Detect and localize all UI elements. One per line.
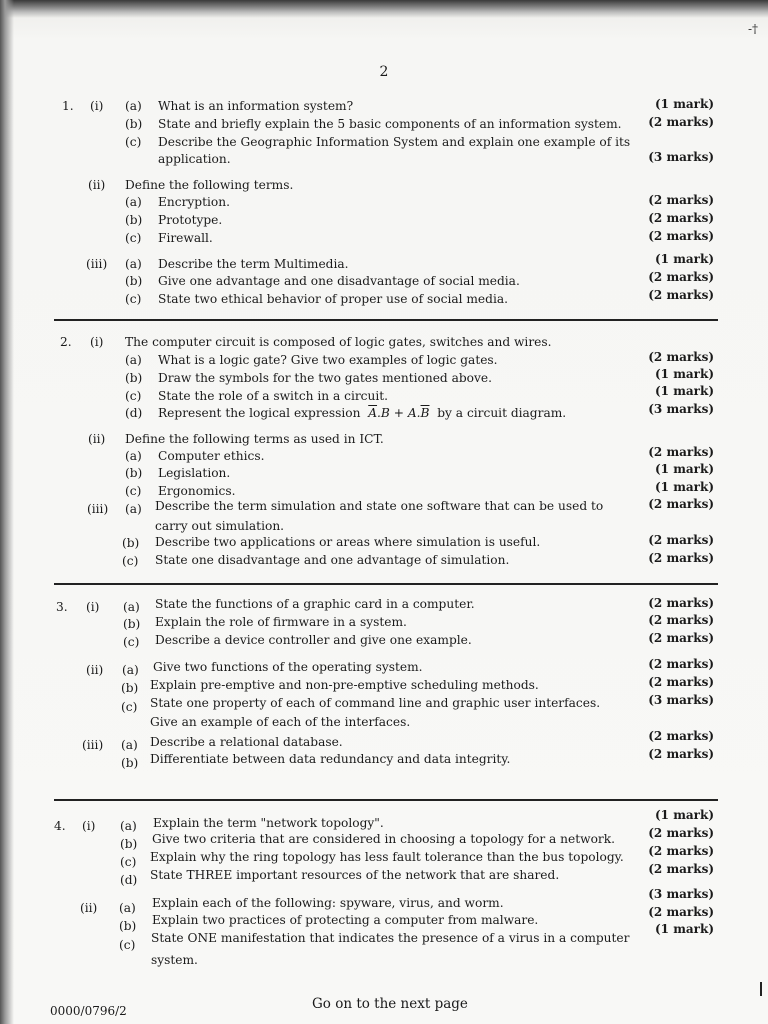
item-marks: (2 marks) bbox=[648, 862, 714, 876]
item-marks: (3 marks) bbox=[648, 402, 714, 416]
item-letter: (b) bbox=[121, 756, 139, 770]
item-marks: (2 marks) bbox=[648, 193, 714, 207]
item-marks: (2 marks) bbox=[648, 675, 714, 689]
item-letter: (b) bbox=[125, 466, 143, 480]
part-number: (i) bbox=[90, 335, 104, 349]
item-marks: (1 mark) bbox=[655, 922, 714, 936]
item-letter: (b) bbox=[125, 117, 143, 131]
item-marks: (1 mark) bbox=[655, 252, 714, 266]
item-text: Describe the term simulation and state one software that can be used to bbox=[155, 499, 604, 513]
item-marks: (2 marks) bbox=[648, 211, 714, 225]
section-divider bbox=[54, 799, 718, 801]
part-number: (iii) bbox=[87, 502, 109, 516]
part-intro: The computer circuit is composed of logic gates, switches and wires. bbox=[125, 335, 552, 349]
item-text: Explain why the ring topology has less fault tolerance than the bus topology. bbox=[150, 850, 624, 864]
item-text: Describe the term Multimedia. bbox=[158, 257, 349, 271]
item-letter: (c) bbox=[121, 700, 138, 714]
item-marks: (1 mark) bbox=[655, 808, 714, 822]
item-marks: (2 marks) bbox=[648, 747, 714, 761]
item-marks: (2 marks) bbox=[648, 445, 714, 459]
item-text-continued: Give an example of each of the interfaces. bbox=[150, 715, 411, 729]
item-letter: (b) bbox=[125, 213, 143, 227]
item-marks: (2 marks) bbox=[648, 844, 714, 858]
item-letter: (d) bbox=[125, 406, 143, 420]
item-text: State one disadvantage and one advantage of simulation. bbox=[155, 553, 510, 567]
item-marks: (2 marks) bbox=[648, 826, 714, 840]
part-intro: Define the following terms. bbox=[125, 178, 294, 192]
part-number: (iii) bbox=[82, 738, 104, 752]
item-letter: (c) bbox=[119, 938, 136, 952]
item-marks: (2 marks) bbox=[648, 729, 714, 743]
item-text: Computer ethics. bbox=[158, 449, 265, 463]
item-letter: (b) bbox=[121, 681, 139, 695]
part-number: (i) bbox=[82, 819, 96, 833]
item-text: State one property of each of command line and graphic user interfaces. bbox=[150, 696, 601, 710]
item-letter: (c) bbox=[125, 389, 142, 403]
item-text: Represent the logical expression bbox=[158, 406, 361, 420]
item-marks: (3 marks) bbox=[648, 887, 714, 901]
item-letter: (a) bbox=[125, 257, 142, 271]
item-marks: (1 mark) bbox=[655, 384, 714, 398]
item-letter: (a) bbox=[125, 353, 142, 367]
item-text-after: by a circuit diagram. bbox=[437, 406, 567, 420]
item-letter: (c) bbox=[125, 292, 142, 306]
item-text: What is an information system? bbox=[158, 99, 354, 113]
item-marks: (2 marks) bbox=[648, 497, 714, 511]
part-number: (i) bbox=[86, 600, 100, 614]
item-marks: (2 marks) bbox=[648, 905, 714, 919]
part-number: (ii) bbox=[80, 901, 98, 915]
item-marks: (2 marks) bbox=[648, 115, 714, 129]
item-text-continued: system. bbox=[151, 953, 198, 967]
item-letter: (a) bbox=[121, 738, 138, 752]
section-divider bbox=[54, 583, 718, 585]
page-number: 2 bbox=[379, 64, 389, 80]
item-marks: (2 marks) bbox=[648, 533, 714, 547]
part-number: (ii) bbox=[86, 663, 104, 677]
item-text: Explain each of the following: spyware, virus, and worm. bbox=[152, 896, 504, 910]
item-letter: (a) bbox=[125, 449, 142, 463]
item-letter: (a) bbox=[125, 195, 142, 209]
item-letter: (b) bbox=[122, 536, 140, 550]
item-letter: (a) bbox=[125, 502, 142, 516]
item-text: State and briefly explain the 5 basic components of an information system. bbox=[158, 117, 622, 131]
item-letter: (c) bbox=[125, 231, 142, 245]
logic-expression: $\overline{A}.B + A.\overline{B}$ bbox=[368, 406, 430, 420]
item-text: Give two criteria that are considered in choosing a topology for a network. bbox=[152, 832, 615, 846]
item-text: Describe a relational database. bbox=[150, 735, 343, 749]
scan-left-edge bbox=[0, 0, 14, 1024]
item-text: Describe the Geographic Information System and explain one example of its bbox=[158, 135, 631, 149]
part-number: (ii) bbox=[88, 432, 106, 446]
item-letter: (a) bbox=[120, 819, 137, 833]
item-marks: (2 marks) bbox=[648, 613, 714, 627]
item-letter: (c) bbox=[120, 855, 137, 869]
item-letter: (b) bbox=[119, 919, 137, 933]
item-text: Explain two practices of protecting a computer from malware. bbox=[152, 913, 539, 927]
item-letter: (a) bbox=[119, 901, 136, 915]
section-divider bbox=[54, 319, 718, 321]
part-number: (i) bbox=[90, 99, 104, 113]
item-marks: (2 marks) bbox=[648, 288, 714, 302]
item-marks: (2 marks) bbox=[648, 657, 714, 671]
item-text: Explain the term "network topology". bbox=[153, 816, 384, 830]
item-letter: (b) bbox=[123, 617, 141, 631]
item-marks: (1 mark) bbox=[655, 367, 714, 381]
item-text: Give one advantage and one disadvantage of social media. bbox=[158, 274, 520, 288]
item-letter: (c) bbox=[125, 484, 142, 498]
item-text: Give two functions of the operating system. bbox=[153, 660, 423, 674]
item-marks: (2 marks) bbox=[648, 551, 714, 565]
part-number: (ii) bbox=[88, 178, 106, 192]
item-text: Describe a device controller and give one example. bbox=[155, 633, 472, 647]
item-letter: (b) bbox=[125, 274, 143, 288]
item-text: State THREE important resources of the network that are shared. bbox=[150, 868, 560, 882]
part-number: (iii) bbox=[86, 257, 108, 271]
item-marks: (2 marks) bbox=[648, 229, 714, 243]
item-text: Describe two applications or areas where simulation is useful. bbox=[155, 535, 541, 549]
item-letter: (a) bbox=[123, 600, 140, 614]
item-marks: (2 marks) bbox=[648, 596, 714, 610]
item-text: Differentiate between data redundancy and data integrity. bbox=[150, 752, 511, 766]
question-number: 2. bbox=[60, 335, 72, 349]
item-text: State ONE manifestation that indicates the presence of a virus in a computer bbox=[151, 931, 630, 945]
item-letter: (c) bbox=[122, 554, 139, 568]
margin-mark bbox=[760, 982, 762, 996]
item-text: Firewall. bbox=[158, 231, 213, 245]
item-text: Draw the symbols for the two gates mentioned above. bbox=[158, 371, 492, 385]
item-text-continued: carry out simulation. bbox=[155, 519, 285, 533]
item-marks: (2 marks) bbox=[648, 350, 714, 364]
question-number: 1. bbox=[62, 99, 74, 113]
item-text-expression bbox=[158, 406, 566, 421]
item-letter: (b) bbox=[125, 371, 143, 385]
item-text: Explain pre-emptive and non-pre-emptive scheduling methods. bbox=[150, 678, 539, 692]
item-text: State the role of a switch in a circuit. bbox=[158, 389, 389, 403]
item-text: State two ethical behavior of proper use of social media. bbox=[158, 292, 508, 306]
item-letter: (a) bbox=[125, 99, 142, 113]
scan-top-edge bbox=[0, 0, 768, 18]
item-marks: (2 marks) bbox=[648, 270, 714, 284]
item-marks: (1 mark) bbox=[655, 462, 714, 476]
corner-mark: -† bbox=[747, 22, 758, 36]
item-text: Prototype. bbox=[158, 213, 223, 227]
paper-code: 0000/0796/2 bbox=[50, 1004, 127, 1018]
item-text-continued: application. bbox=[158, 152, 231, 166]
item-text: Legislation. bbox=[158, 466, 231, 480]
question-number: 4. bbox=[54, 819, 66, 833]
question-number: 3. bbox=[56, 600, 68, 614]
item-letter: (c) bbox=[125, 135, 142, 149]
item-text: Explain the role of firmware in a system. bbox=[155, 615, 407, 629]
part-intro: Define the following terms as used in ICT. bbox=[125, 432, 384, 446]
item-letter: (c) bbox=[123, 635, 140, 649]
item-text: Encryption. bbox=[158, 195, 230, 209]
item-marks: (3 marks) bbox=[648, 150, 714, 164]
item-marks: (3 marks) bbox=[648, 693, 714, 707]
item-text: Ergonomics. bbox=[158, 484, 236, 498]
next-page-note: Go on to the next page bbox=[312, 996, 468, 1012]
item-marks: (2 marks) bbox=[648, 631, 714, 645]
item-letter: (a) bbox=[122, 663, 139, 677]
item-marks: (1 mark) bbox=[655, 480, 714, 494]
item-text: State the functions of a graphic card in a computer. bbox=[155, 597, 475, 611]
item-text: What is a logic gate? Give two examples of logic gates. bbox=[158, 353, 498, 367]
item-letter: (d) bbox=[120, 873, 138, 887]
item-letter: (b) bbox=[120, 837, 138, 851]
item-marks: (1 mark) bbox=[655, 97, 714, 111]
